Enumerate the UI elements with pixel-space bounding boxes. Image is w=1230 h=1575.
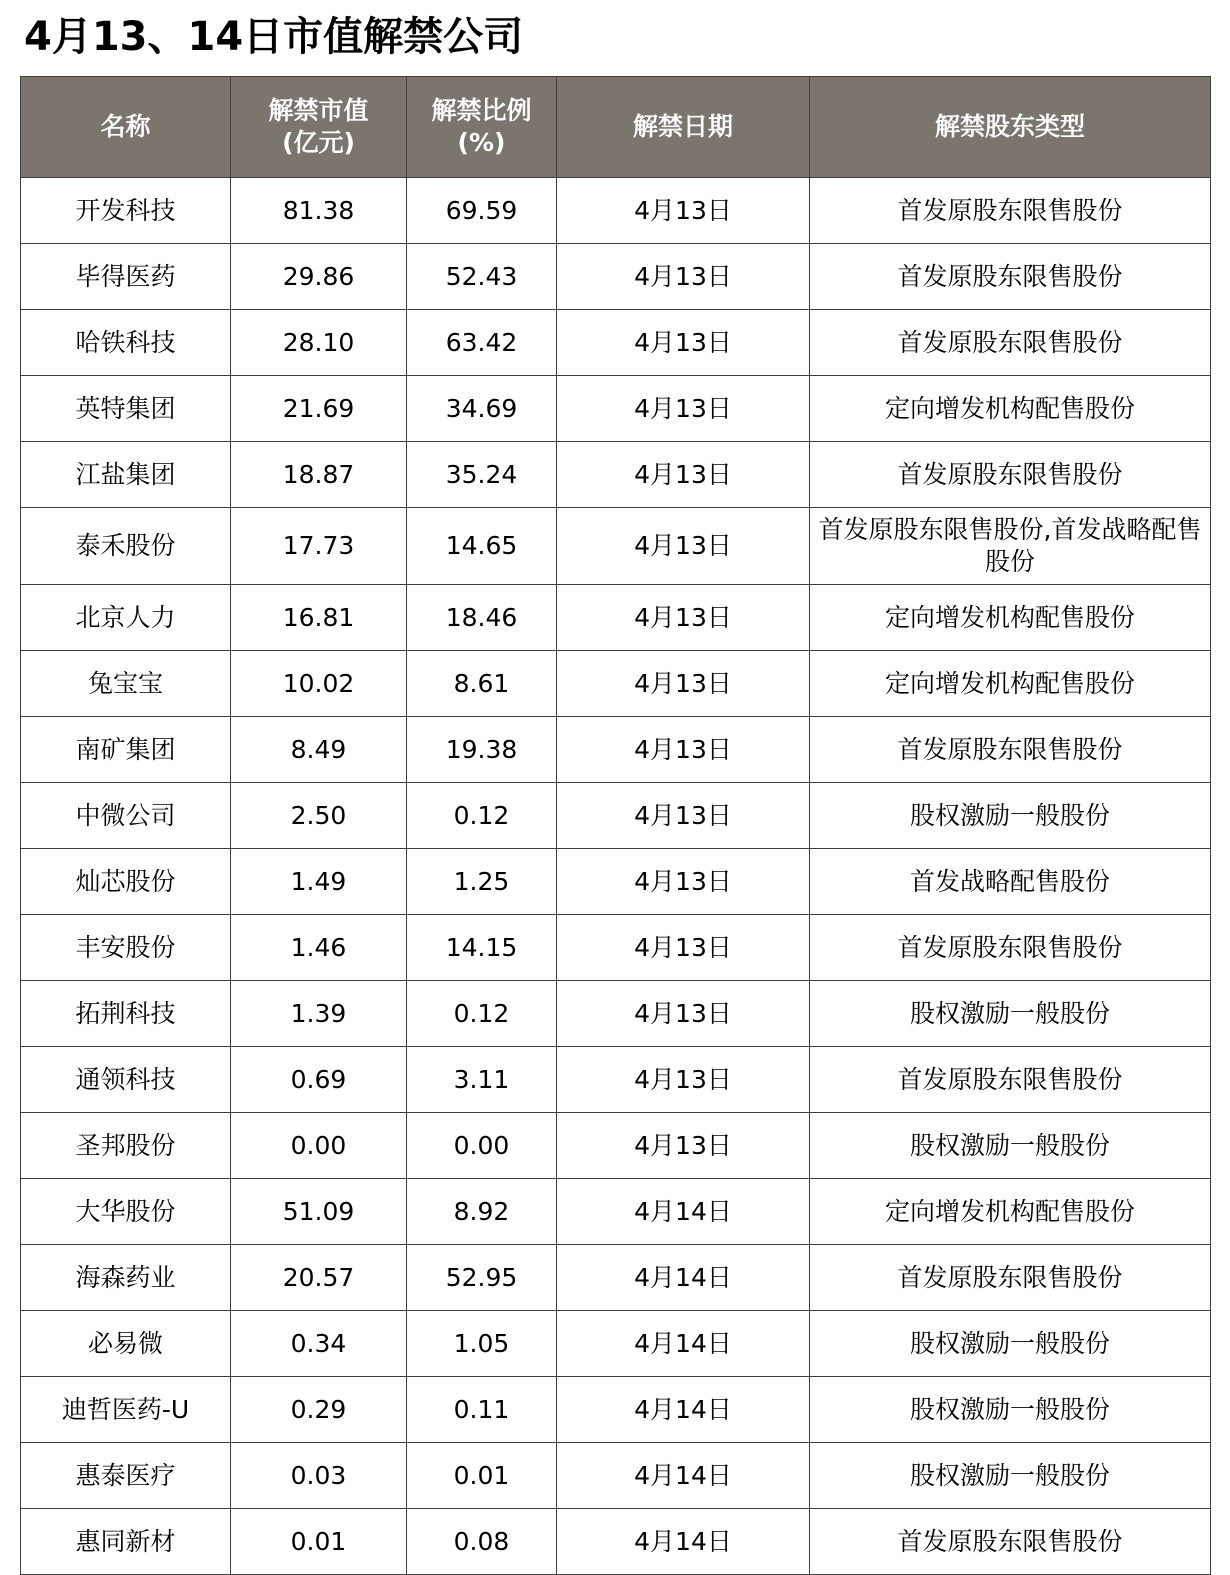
table-row	[21, 783, 1211, 849]
cell-ratio: 8.92	[407, 1179, 557, 1245]
cell-ratio: 0.11	[407, 1377, 557, 1443]
table-row	[21, 178, 1211, 244]
cell-value: 20.57	[231, 1245, 407, 1311]
cell-value: 0.03	[231, 1443, 407, 1509]
cell-name: 哈铁科技	[21, 310, 231, 376]
table-row	[21, 244, 1211, 310]
cell-ratio: 1.25	[407, 849, 557, 915]
table-row	[21, 1443, 1211, 1509]
column-header-type-line1: 解禁股东类型	[934, 112, 1085, 141]
cell-name: 南矿集团	[21, 717, 231, 783]
column-header-type	[810, 77, 1211, 178]
table-row	[21, 310, 1211, 376]
table-row	[21, 849, 1211, 915]
cell-name: 兔宝宝	[21, 651, 231, 717]
table-header-row	[21, 77, 1211, 178]
cell-ratio: 19.38	[407, 717, 557, 783]
cell-ratio: 34.69	[407, 376, 557, 442]
table-header	[21, 77, 1211, 178]
cell-type: 首发原股东限售股份	[810, 442, 1211, 508]
cell-date: 4月13日	[557, 915, 810, 981]
cell-value: 18.87	[231, 442, 407, 508]
cell-name: 迪哲医药-U	[21, 1377, 231, 1443]
cell-date: 4月13日	[557, 849, 810, 915]
column-header-name	[21, 77, 231, 178]
cell-date: 4月14日	[557, 1443, 810, 1509]
cell-name: 泰禾股份	[21, 508, 231, 585]
cell-date: 4月13日	[557, 442, 810, 508]
cell-type: 首发原股东限售股份	[810, 244, 1211, 310]
cell-name: 中微公司	[21, 783, 231, 849]
cell-type: 定向增发机构配售股份	[810, 651, 1211, 717]
cell-date: 4月13日	[557, 585, 810, 651]
cell-type: 首发原股东限售股份	[810, 178, 1211, 244]
table-row	[21, 1113, 1211, 1179]
cell-value: 2.50	[231, 783, 407, 849]
cell-ratio: 3.11	[407, 1047, 557, 1113]
column-header-date	[557, 77, 810, 178]
cell-date: 4月13日	[557, 651, 810, 717]
cell-date: 4月13日	[557, 244, 810, 310]
cell-date: 4月13日	[557, 508, 810, 585]
cell-date: 4月13日	[557, 376, 810, 442]
cell-type: 股权激励一般股份	[810, 1443, 1211, 1509]
column-header-ratio	[407, 77, 557, 178]
cell-type: 首发原股东限售股份	[810, 1509, 1211, 1575]
cell-value: 17.73	[231, 508, 407, 585]
cell-ratio: 0.01	[407, 1443, 557, 1509]
cell-value: 28.10	[231, 310, 407, 376]
cell-ratio: 0.12	[407, 981, 557, 1047]
cell-type: 定向增发机构配售股份	[810, 1179, 1211, 1245]
table-row	[21, 442, 1211, 508]
cell-date: 4月13日	[557, 717, 810, 783]
cell-type: 定向增发机构配售股份	[810, 585, 1211, 651]
unlock-companies-table	[20, 76, 1211, 1575]
cell-value: 16.81	[231, 585, 407, 651]
table-row	[21, 1377, 1211, 1443]
cell-value: 10.02	[231, 651, 407, 717]
table-row	[21, 717, 1211, 783]
cell-ratio: 0.12	[407, 783, 557, 849]
cell-name: 丰安股份	[21, 915, 231, 981]
cell-value: 0.01	[231, 1509, 407, 1575]
table-row	[21, 376, 1211, 442]
column-header-ratio-line2: (%)	[457, 128, 506, 157]
cell-value: 0.34	[231, 1311, 407, 1377]
cell-name: 通领科技	[21, 1047, 231, 1113]
cell-date: 4月14日	[557, 1179, 810, 1245]
column-header-ratio-line1: 解禁比例	[431, 96, 532, 125]
cell-ratio: 0.08	[407, 1509, 557, 1575]
cell-ratio: 63.42	[407, 310, 557, 376]
cell-date: 4月13日	[557, 1113, 810, 1179]
cell-date: 4月13日	[557, 310, 810, 376]
cell-ratio: 1.05	[407, 1311, 557, 1377]
cell-date: 4月13日	[557, 783, 810, 849]
cell-name: 必易微	[21, 1311, 231, 1377]
column-header-name-line1: 名称	[100, 112, 151, 141]
cell-ratio: 52.43	[407, 244, 557, 310]
cell-ratio: 35.24	[407, 442, 557, 508]
cell-ratio: 69.59	[407, 178, 557, 244]
cell-type: 首发原股东限售股份	[810, 717, 1211, 783]
cell-ratio: 18.46	[407, 585, 557, 651]
column-header-date-line1: 解禁日期	[632, 112, 733, 141]
cell-value: 1.49	[231, 849, 407, 915]
table-row	[21, 1245, 1211, 1311]
table-row	[21, 1311, 1211, 1377]
cell-type: 股权激励一般股份	[810, 1113, 1211, 1179]
cell-value: 51.09	[231, 1179, 407, 1245]
cell-ratio: 14.65	[407, 508, 557, 585]
cell-name: 开发科技	[21, 178, 231, 244]
cell-type: 首发战略配售股份	[810, 849, 1211, 915]
cell-name: 毕得医药	[21, 244, 231, 310]
cell-name: 海森药业	[21, 1245, 231, 1311]
column-header-value-line1: 解禁市值	[268, 96, 369, 125]
cell-value: 1.39	[231, 981, 407, 1047]
page-title: 4月13、14日市值解禁公司	[24, 14, 524, 60]
cell-date: 4月14日	[557, 1377, 810, 1443]
table-body	[21, 178, 1211, 1575]
table-row	[21, 508, 1211, 585]
cell-type: 首发原股东限售股份	[810, 310, 1211, 376]
table-row	[21, 981, 1211, 1047]
cell-value: 21.69	[231, 376, 407, 442]
cell-date: 4月13日	[557, 1047, 810, 1113]
table-row	[21, 651, 1211, 717]
cell-value: 0.00	[231, 1113, 407, 1179]
table-row	[21, 1509, 1211, 1575]
cell-name: 灿芯股份	[21, 849, 231, 915]
column-header-value-line2: (亿元)	[282, 128, 355, 157]
cell-type: 首发原股东限售股份	[810, 1047, 1211, 1113]
column-header-value	[231, 77, 407, 178]
cell-date: 4月13日	[557, 981, 810, 1047]
cell-name: 大华股份	[21, 1179, 231, 1245]
cell-name: 英特集团	[21, 376, 231, 442]
cell-ratio: 52.95	[407, 1245, 557, 1311]
cell-name: 北京人力	[21, 585, 231, 651]
cell-type: 首发原股东限售股份	[810, 1245, 1211, 1311]
cell-ratio: 8.61	[407, 651, 557, 717]
cell-type: 股权激励一般股份	[810, 783, 1211, 849]
cell-value: 8.49	[231, 717, 407, 783]
cell-date: 4月13日	[557, 178, 810, 244]
cell-value: 0.69	[231, 1047, 407, 1113]
cell-type: 股权激励一般股份	[810, 1311, 1211, 1377]
cell-ratio: 14.15	[407, 915, 557, 981]
cell-date: 4月14日	[557, 1311, 810, 1377]
cell-date: 4月14日	[557, 1245, 810, 1311]
cell-name: 惠泰医疗	[21, 1443, 231, 1509]
table-row	[21, 915, 1211, 981]
cell-value: 1.46	[231, 915, 407, 981]
cell-date: 4月14日	[557, 1509, 810, 1575]
cell-value: 81.38	[231, 178, 407, 244]
cell-value: 0.29	[231, 1377, 407, 1443]
cell-name: 江盐集团	[21, 442, 231, 508]
cell-type: 首发原股东限售股份,首发战略配售股份	[810, 508, 1211, 585]
table-row	[21, 585, 1211, 651]
cell-type: 定向增发机构配售股份	[810, 376, 1211, 442]
cell-value: 29.86	[231, 244, 407, 310]
cell-name: 惠同新材	[21, 1509, 231, 1575]
cell-name: 拓荆科技	[21, 981, 231, 1047]
cell-type: 首发原股东限售股份	[810, 915, 1211, 981]
table-row	[21, 1047, 1211, 1113]
cell-ratio: 0.00	[407, 1113, 557, 1179]
cell-name: 圣邦股份	[21, 1113, 231, 1179]
table-row	[21, 1179, 1211, 1245]
cell-type: 股权激励一般股份	[810, 1377, 1211, 1443]
cell-type: 股权激励一般股份	[810, 981, 1211, 1047]
